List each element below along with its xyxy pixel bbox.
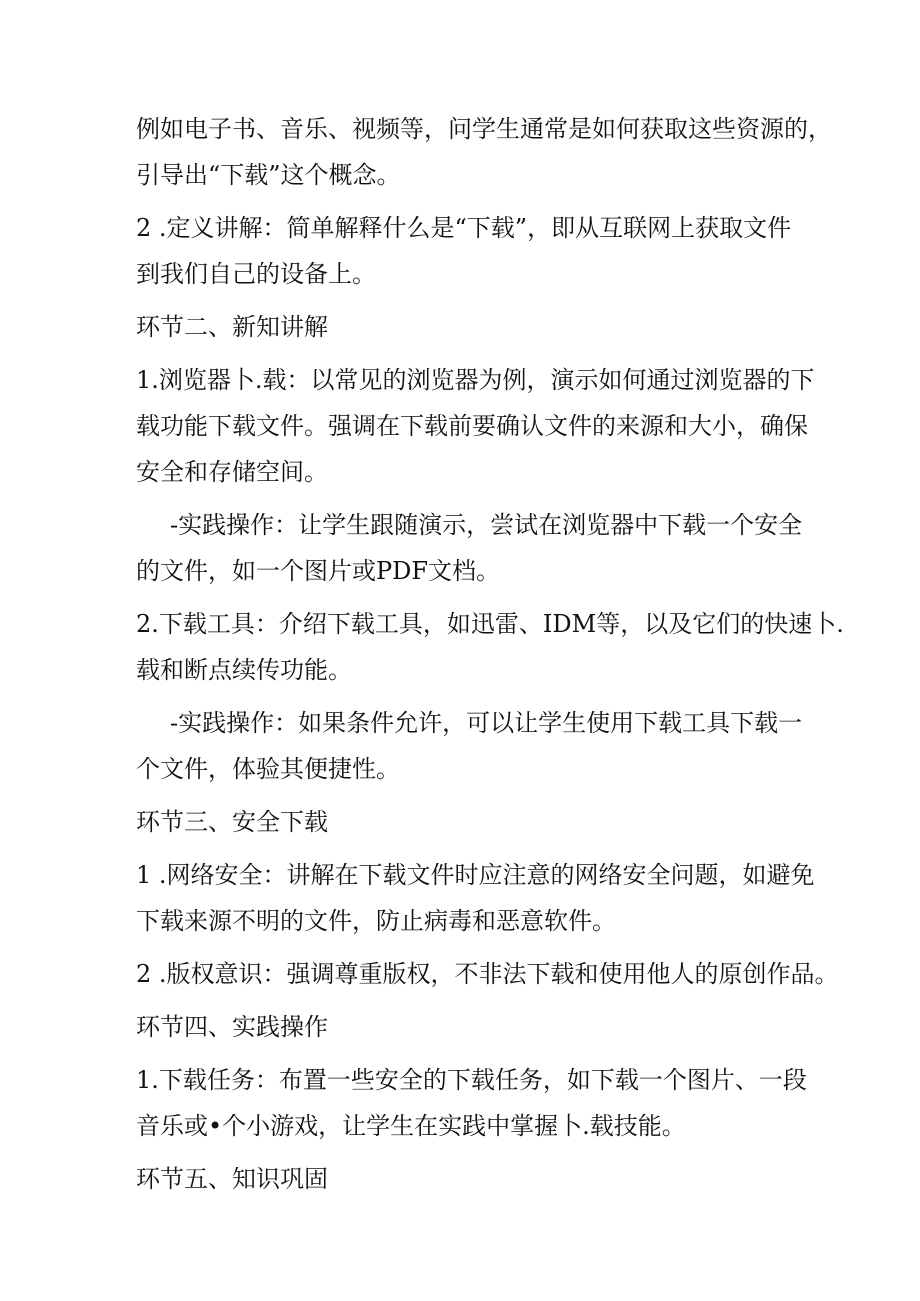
text-line: 载功能下载文件。强调在下载前要确认文件的来源和大小，确保 [136,412,808,440]
text-line: 个文件，体验其便捷性。 [136,755,400,783]
text-line: 2 .版权意识：强调尊重版权，不非法下载和使用他人的原创作品。 [136,960,839,988]
text-line: 安全和存储空间。 [136,458,328,486]
text-line: 1.浏览器卜.载：以常见的浏览器为例，演示如何通过浏览器的下 [136,366,815,394]
paragraph-network-security [136,852,815,944]
section-heading-2 [136,304,796,350]
paragraph-copyright [136,951,839,997]
section-heading-3 [136,799,796,845]
heading-text: 环节二、新知讲解 [136,313,328,341]
heading-text: 环节五、知识巩固 [136,1165,328,1193]
text-line: 载和断点续传功能。 [136,656,352,684]
paragraph-practice-2 [136,700,803,792]
paragraph-intro-continuation [136,106,832,198]
text-line: -实践操作：如果条件允许，可以让学生使用下载工具下载一 [170,709,803,737]
heading-text: 环节三、安全下载 [136,808,328,836]
text-line: -实践操作：让学生跟随演示，尝试在浏览器中下载一个安全 [170,511,803,539]
document-body [136,106,844,1209]
text-line: 2 .定义讲解：简单解释什么是“下载”，即从互联网上获取文件 [136,214,792,242]
section-heading-5 [136,1156,796,1202]
text-line: 的文件，如一个图片或PDF文档。 [136,557,501,585]
text-line: 例如电子书、音乐、视频等，问学生通常是如何获取这些资源的， [136,115,832,143]
heading-text: 环节四、实践操作 [136,1013,328,1041]
paragraph-practice-1 [136,502,803,594]
paragraph-definition [136,205,796,297]
text-line: 2.下载工具：介绍下载工具，如迅雷、IDM等，以及它们的快速卜. [136,610,844,638]
text-line: 1 .网络安全：讲解在下载文件时应注意的网络安全问题，如避免 [136,861,815,889]
text-line: 下载来源不明的文件，防止病毒和恶意软件。 [136,907,616,935]
section-heading-4 [136,1004,796,1050]
paragraph-download-tools [136,601,844,693]
paragraph-browser-download [136,357,815,495]
text-line: 1.下载任务：布置一些安全的下载任务，如下载一个图片、一段 [136,1066,807,1094]
paragraph-download-task [136,1057,807,1149]
text-line: 到我们自己的设备上。 [136,260,376,288]
text-line: 音乐或•个小游戏，让学生在实践中掌握卜.载技能。 [136,1112,686,1140]
text-line: 引导出“下载”这个概念。 [136,161,401,189]
